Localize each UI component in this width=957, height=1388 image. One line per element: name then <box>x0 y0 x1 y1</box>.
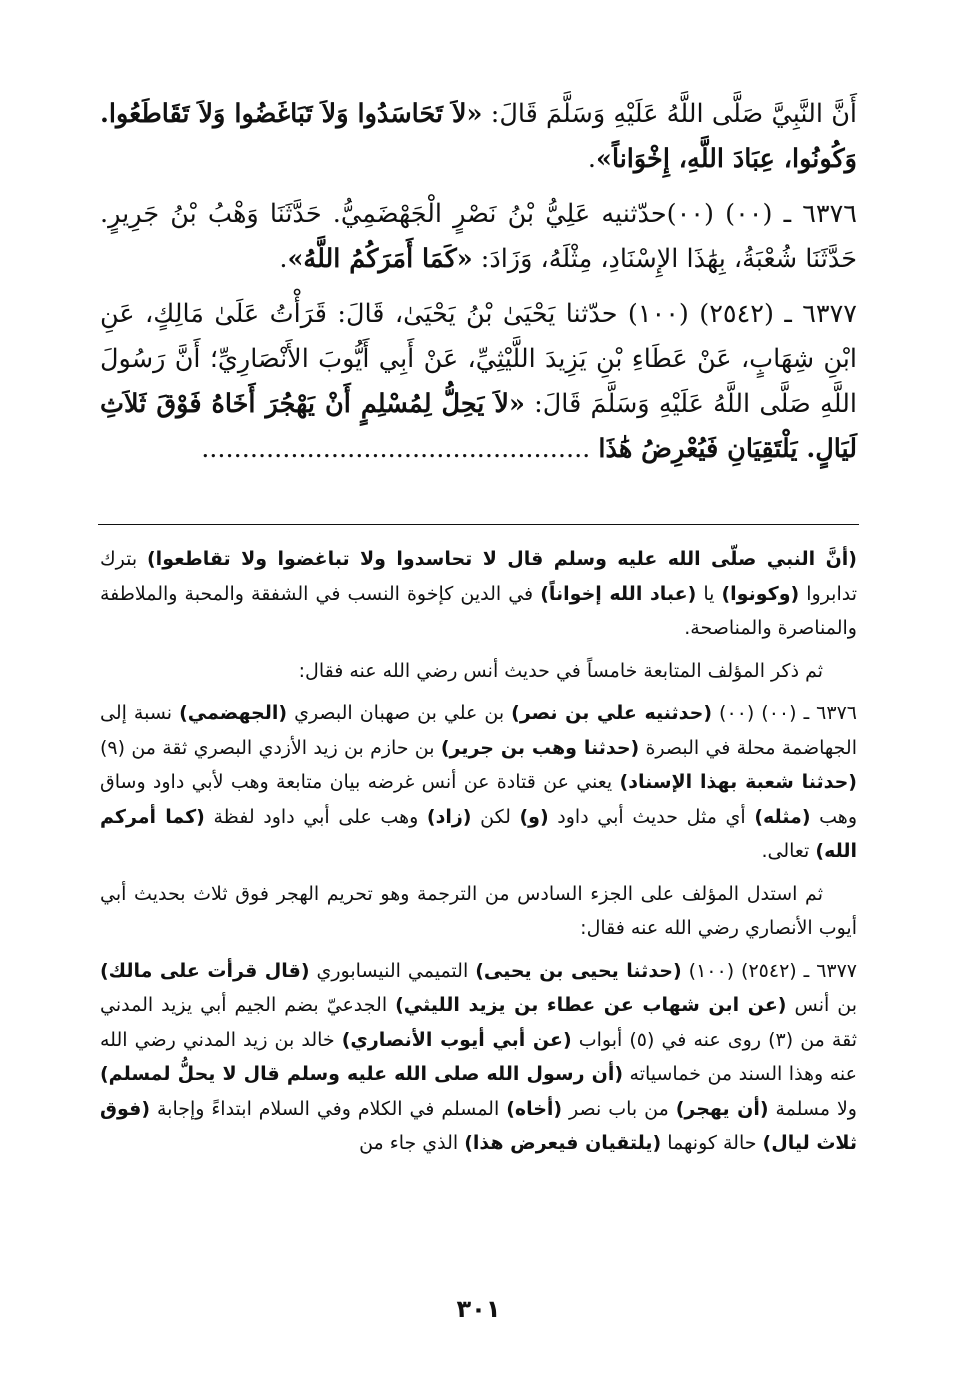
bold-phrase: (زاد) <box>426 805 472 828</box>
hadith-quote: «كَمَا أَمَرَكُمُ اللَّهُ» <box>287 244 473 274</box>
commentary-paragraph <box>100 542 857 646</box>
text-run: خالد بن زيد المدني رضي الله عنه وهذا السند من خماسياته <box>100 1028 857 1085</box>
bold-phrase: (عباد الله إخواناً) <box>540 582 697 605</box>
hadith-paragraph <box>100 192 857 282</box>
text-run: من باب نصر <box>562 1097 676 1120</box>
text-run: الجدعيّ بضم الجيم أبي يزيد المدني ثقة من (٣) روى عنه في (٥) أبواب <box>100 994 857 1051</box>
bold-phrase: (حدثنيه علي بن نصر) <box>511 702 712 724</box>
text-run: يا <box>696 582 722 605</box>
bold-phrase: (حدثنا شعبة بهذا الإسناد) <box>619 771 857 793</box>
text-run: بترك تدابروا <box>100 548 858 605</box>
bold-phrase: (مثله) <box>754 805 811 828</box>
text-run: ٦٣٧٧ ـ (٢٥٤٢) (١٠٠) <box>681 959 858 982</box>
text-run: حالة كونهما <box>661 1132 763 1154</box>
bold-phrase: (عن ابن شهاب عن عطاء بن يزيد الليثي) <box>395 994 787 1016</box>
bold-phrase: (فوق ثلاث ليال) <box>100 1097 857 1154</box>
bold-phrase: (أخاه) <box>506 1097 563 1120</box>
bold-phrase: (وكونوا) <box>721 582 800 605</box>
bold-phrase: (كما أمركم الله) <box>100 805 857 862</box>
text-run: يعني عن قتادة عن أنس غرضه بيان متابعة وهب لأبي داود وساق وهب <box>100 771 857 828</box>
ellipsis-dots: ................................................ <box>201 434 591 464</box>
divider-line <box>98 524 859 525</box>
hadith-text-block <box>100 92 857 482</box>
bold-phrase: (أنَّ النبي صلّى الله عليه وسلم قال لا تحاسدوا ولا تباغضوا ولا تقاطعوا) <box>147 548 857 570</box>
text-run: . <box>279 244 288 274</box>
text-run: ثم استدل المؤلف على الجزء السادس من الترجمة وهو تحريم الهجر فوق ثلاث بحديث أبي أيوب الأنصاري رضي الله عنه فقال: <box>100 882 857 939</box>
bold-phrase: (يلتقيان فيعرض هذا) <box>464 1132 662 1154</box>
text-run: الذي جاء من <box>359 1132 465 1154</box>
text-run: المسلم في الكلام وفي السلام ابتداءً وإجابة <box>150 1097 507 1120</box>
text-run: ٦٣٧٧ ـ (٢٥٤٢) (١٠٠) حدّثنا يَحْيَىٰ بْنُ يَحْيَىٰ، قَالَ: قَرَأْتُ عَلَىٰ مَالِكٍ، عَنِ ابْنِ شِهَابٍ، عَنْ عَطَاءِ بْنِ يَزِيدَ اللَّيْثِيِّ، عَنْ أَبِي أَيُّوبَ الأَنْصَارِيِّ؛ أَنَّ رَسُولَ اللَّهِ صَلَّى اللَّهُ عَلَيْهِ وَسَلَّمَ قَالَ: <box>100 299 857 419</box>
text-run: ثم ذكر المؤلف المتابعة خامساً في حديث أنس رضي الله عنه فقال: <box>298 659 823 682</box>
bold-phrase: (قال قرأت على مالك) <box>100 959 310 982</box>
page-number: ٣٠١ <box>456 1295 501 1323</box>
text-run: نسبة إلى الجهاضمة محلة في البصرة <box>100 702 857 759</box>
text-run: لكن <box>471 805 520 828</box>
bold-phrase: (عن أبي أيوب الأنصاري) <box>341 1028 572 1051</box>
commentary-paragraph <box>100 877 857 946</box>
text-run: أي مثل حديث أبي داود <box>548 805 755 828</box>
text-run: التميمي النيسابوري <box>309 959 476 982</box>
text-run: أَنَّ النَّبِيَّ صَلَّى اللَّهُ عَلَيْهِ وَسَلَّمَ قَالَ: <box>482 99 857 129</box>
text-run: ٦٣٧٦ ـ (٠٠) (٠٠)حدّثنيه عَلِيُّ بْنُ نَصْرٍ الْجَهْضَمِيُّ. حَدَّثَنَا وَهْبُ بْنُ جَرِيرٍ. حَدَّثَنَا شُعْبَةُ، بِهَٰذَا الإِسْنَادِ، مِثْلَهُ، وَزَادَ: <box>100 199 857 274</box>
text-run: بن حازم بن زيد الأزدي البصري ثقة من (٩) <box>100 736 441 759</box>
hadith-paragraph <box>100 92 857 182</box>
bold-phrase: (أن يهجر) <box>675 1097 769 1120</box>
commentary-block <box>100 542 857 1169</box>
commentary-paragraph <box>100 696 857 869</box>
bold-phrase: (حدثنا يحيى بن يحيى) <box>475 959 682 982</box>
bold-phrase: (الجهضمي) <box>179 702 288 724</box>
text-run: بن علي بن صهبان البصري <box>287 702 512 724</box>
commentary-paragraph <box>100 954 857 1161</box>
text-run: بن أنس <box>786 994 858 1016</box>
hadith-paragraph <box>100 292 857 472</box>
text-run: . <box>587 144 596 174</box>
text-run: وهب على أبي داود لفظة <box>204 805 427 828</box>
commentary-paragraph <box>100 654 857 689</box>
hadith-quote: «لاَ تَحَاسَدُوا وَلاَ تَبَاغَضُوا وَلاَ تَقَاطَعُوا. وَكُونُوا، عِبَادَ اللَّهِ، إِخْوَاناً» <box>100 99 857 174</box>
text-run: ولا مسلمة <box>768 1097 857 1120</box>
text-run: في الدين كإخوة النسب في الشفقة والمحبة والملاطفة والمناصرة والمناصحة. <box>100 582 857 639</box>
bold-phrase: (و) <box>519 805 549 828</box>
text-run: ٦٣٧٦ ـ (٠٠) (٠٠) <box>712 702 857 724</box>
text-run: تعالى. <box>761 840 816 862</box>
hadith-quote: «لاَ يَحِلُّ لِمُسْلِمٍ أَنْ يَهْجُرَ أَخَاهُ فَوْقَ ثَلاَثِ لَيَالٍ. يَلْتَقِيَانِ فَيُعْرِضُ هَٰذَا <box>100 389 857 464</box>
bold-phrase: (حدثنا وهب بن جرير) <box>440 736 640 759</box>
bold-phrase: (أن رسول الله صلى الله عليه وسلم قال لا يحلُّ لمسلم) <box>100 1063 624 1085</box>
